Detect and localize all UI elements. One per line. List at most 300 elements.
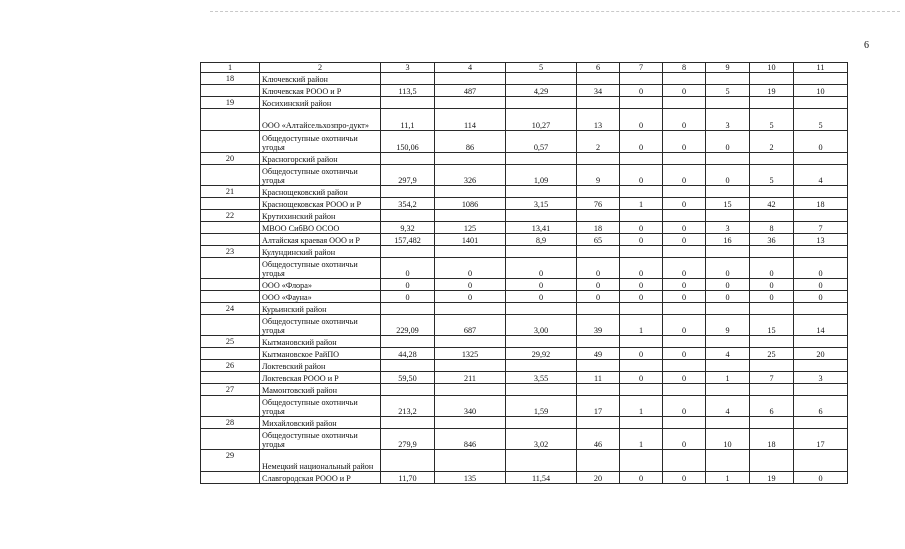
row-number-cell: 29	[201, 450, 260, 472]
organization-name-cell: Краснощековский район	[260, 186, 381, 198]
value-cell	[794, 417, 848, 429]
value-cell: 13	[577, 109, 620, 131]
value-cell	[750, 246, 794, 258]
value-cell: 0	[750, 279, 794, 291]
value-cell: 16	[706, 234, 750, 246]
value-cell: 135	[435, 472, 506, 484]
value-cell	[706, 450, 750, 472]
column-header: 3	[381, 63, 435, 73]
organization-name-cell: Кытмановское РайПО	[260, 348, 381, 360]
value-cell: 10	[794, 85, 848, 97]
column-header: 11	[794, 63, 848, 73]
value-cell	[750, 384, 794, 396]
value-cell: 340	[435, 396, 506, 417]
table-row	[201, 315, 848, 336]
value-cell: 1	[620, 315, 663, 336]
organization-name-cell: Славгородская РООО и Р	[260, 472, 381, 484]
value-cell: 0	[620, 131, 663, 153]
value-cell	[620, 384, 663, 396]
page-number: 6	[864, 40, 869, 51]
value-cell: 0	[620, 348, 663, 360]
value-cell: 34	[577, 85, 620, 97]
table-row	[201, 291, 848, 303]
value-cell: 0	[794, 131, 848, 153]
value-cell: 229,09	[381, 315, 435, 336]
organization-name-cell: ООО «Алтайсельхозпро-дукт»	[260, 109, 381, 131]
row-number-cell	[201, 165, 260, 186]
row-number-cell	[201, 279, 260, 291]
value-cell: 0	[506, 279, 577, 291]
value-cell: 17	[794, 429, 848, 450]
value-cell: 10	[706, 429, 750, 450]
value-cell	[750, 417, 794, 429]
value-cell: 11,54	[506, 472, 577, 484]
table-row	[201, 109, 848, 131]
value-cell: 0	[435, 291, 506, 303]
value-cell: 1086	[435, 198, 506, 210]
value-cell	[577, 360, 620, 372]
value-cell	[381, 73, 435, 85]
table-row	[201, 450, 848, 472]
table-row	[201, 417, 848, 429]
organization-name-cell: Михайловский район	[260, 417, 381, 429]
value-cell: 11,1	[381, 109, 435, 131]
value-cell	[435, 186, 506, 198]
value-cell	[620, 360, 663, 372]
value-cell	[706, 336, 750, 348]
value-cell	[750, 97, 794, 109]
value-cell	[381, 186, 435, 198]
value-cell: 0	[794, 472, 848, 484]
row-number-cell: 18	[201, 73, 260, 85]
value-cell: 3,02	[506, 429, 577, 450]
value-cell: 2	[577, 131, 620, 153]
value-cell	[381, 97, 435, 109]
row-number-cell	[201, 109, 260, 131]
table-row	[201, 384, 848, 396]
table-body	[201, 63, 848, 484]
row-number-cell: 20	[201, 153, 260, 165]
value-cell	[663, 360, 706, 372]
row-number-cell: 21	[201, 186, 260, 198]
value-cell	[506, 303, 577, 315]
value-cell	[706, 153, 750, 165]
value-cell: 0	[663, 472, 706, 484]
value-cell: 0	[381, 291, 435, 303]
value-cell	[620, 450, 663, 472]
value-cell	[706, 303, 750, 315]
value-cell	[577, 336, 620, 348]
organization-name-cell: Курьинский район	[260, 303, 381, 315]
value-cell: 18	[577, 222, 620, 234]
value-cell: 0	[435, 279, 506, 291]
value-cell: 19	[750, 85, 794, 97]
row-number-cell: 28	[201, 417, 260, 429]
value-cell	[620, 336, 663, 348]
value-cell: 0	[435, 258, 506, 279]
table-row	[201, 153, 848, 165]
value-cell	[750, 186, 794, 198]
column-header: 5	[506, 63, 577, 73]
value-cell: 113,5	[381, 85, 435, 97]
value-cell	[794, 246, 848, 258]
value-cell: 20	[794, 348, 848, 360]
value-cell: 1	[620, 429, 663, 450]
value-cell	[577, 210, 620, 222]
value-cell: 25	[750, 348, 794, 360]
value-cell: 18	[750, 429, 794, 450]
value-cell: 7	[794, 222, 848, 234]
value-cell	[435, 417, 506, 429]
value-cell	[706, 360, 750, 372]
value-cell: 3,00	[506, 315, 577, 336]
value-cell: 3,15	[506, 198, 577, 210]
organization-name-cell: Кытмановский район	[260, 336, 381, 348]
value-cell: 17	[577, 396, 620, 417]
value-cell	[381, 336, 435, 348]
row-number-cell	[201, 291, 260, 303]
value-cell	[620, 417, 663, 429]
value-cell: 1,59	[506, 396, 577, 417]
organization-name-cell: Крутихинский район	[260, 210, 381, 222]
value-cell: 1	[706, 372, 750, 384]
value-cell: 18	[794, 198, 848, 210]
value-cell	[706, 246, 750, 258]
value-cell: 5	[794, 109, 848, 131]
value-cell: 13,41	[506, 222, 577, 234]
value-cell	[577, 417, 620, 429]
organization-name-cell: Мамонтовский район	[260, 384, 381, 396]
value-cell: 0	[620, 234, 663, 246]
value-cell	[506, 450, 577, 472]
value-cell	[435, 246, 506, 258]
organization-name-cell: Общедоступные охотничьи угодья	[260, 429, 381, 450]
value-cell: 0	[794, 291, 848, 303]
value-cell	[381, 210, 435, 222]
value-cell: 20	[577, 472, 620, 484]
value-cell	[435, 336, 506, 348]
value-cell: 0	[577, 258, 620, 279]
value-cell: 15	[706, 198, 750, 210]
organization-name-cell: Алтайская краевая ООО и Р	[260, 234, 381, 246]
value-cell: 0	[750, 258, 794, 279]
value-cell: 0	[620, 279, 663, 291]
value-cell: 9,32	[381, 222, 435, 234]
value-cell: 0	[381, 279, 435, 291]
value-cell	[577, 186, 620, 198]
value-cell: 0	[663, 198, 706, 210]
value-cell	[794, 210, 848, 222]
table-row	[201, 348, 848, 360]
value-cell: 279,9	[381, 429, 435, 450]
value-cell: 326	[435, 165, 506, 186]
table-row	[201, 85, 848, 97]
row-number-cell: 22	[201, 210, 260, 222]
organization-name-cell: Краснощековская РООО и Р	[260, 198, 381, 210]
value-cell	[706, 384, 750, 396]
value-cell: 0	[577, 291, 620, 303]
value-cell	[577, 73, 620, 85]
value-cell: 1401	[435, 234, 506, 246]
value-cell	[620, 303, 663, 315]
table-row	[201, 336, 848, 348]
value-cell: 0	[663, 291, 706, 303]
value-cell: 0	[663, 258, 706, 279]
value-cell: 44,28	[381, 348, 435, 360]
value-cell	[506, 153, 577, 165]
value-cell: 0	[663, 315, 706, 336]
hunting-grounds-table	[200, 62, 848, 484]
value-cell: 59,50	[381, 372, 435, 384]
value-cell: 65	[577, 234, 620, 246]
value-cell: 0	[706, 165, 750, 186]
value-cell	[663, 210, 706, 222]
value-cell	[663, 417, 706, 429]
value-cell	[750, 210, 794, 222]
value-cell: 29,92	[506, 348, 577, 360]
column-header: 1	[201, 63, 260, 73]
value-cell: 49	[577, 348, 620, 360]
value-cell	[506, 97, 577, 109]
row-number-cell	[201, 222, 260, 234]
value-cell: 1,09	[506, 165, 577, 186]
value-cell	[663, 186, 706, 198]
row-number-cell	[201, 131, 260, 153]
value-cell	[506, 210, 577, 222]
value-cell	[381, 303, 435, 315]
value-cell: 4	[706, 396, 750, 417]
column-header: 6	[577, 63, 620, 73]
value-cell: 0	[663, 396, 706, 417]
table-row	[201, 73, 848, 85]
value-cell: 0	[620, 85, 663, 97]
row-number-cell	[201, 372, 260, 384]
value-cell: 354,2	[381, 198, 435, 210]
value-cell: 0	[506, 291, 577, 303]
organization-name-cell: Кулундинский район	[260, 246, 381, 258]
value-cell	[794, 384, 848, 396]
value-cell	[620, 97, 663, 109]
value-cell	[435, 360, 506, 372]
value-cell: 3	[706, 109, 750, 131]
value-cell: 8	[750, 222, 794, 234]
value-cell: 3,55	[506, 372, 577, 384]
organization-name-cell: Общедоступные охотничьи угодья	[260, 396, 381, 417]
value-cell	[381, 246, 435, 258]
column-header: 2	[260, 63, 381, 73]
table-row	[201, 360, 848, 372]
row-number-cell	[201, 258, 260, 279]
value-cell: 11	[577, 372, 620, 384]
organization-name-cell: Ключевский район	[260, 73, 381, 85]
value-cell: 0	[706, 131, 750, 153]
value-cell: 0	[663, 348, 706, 360]
value-cell: 0	[794, 279, 848, 291]
value-cell: 125	[435, 222, 506, 234]
value-cell	[706, 186, 750, 198]
value-cell: 1	[620, 396, 663, 417]
value-cell: 0,57	[506, 131, 577, 153]
value-cell: 9	[577, 165, 620, 186]
value-cell: 114	[435, 109, 506, 131]
value-cell: 4,29	[506, 85, 577, 97]
value-cell	[663, 303, 706, 315]
value-cell: 86	[435, 131, 506, 153]
value-cell	[577, 246, 620, 258]
row-number-cell	[201, 348, 260, 360]
table-row	[201, 303, 848, 315]
value-cell	[706, 210, 750, 222]
value-cell	[663, 384, 706, 396]
value-cell	[794, 303, 848, 315]
value-cell	[663, 450, 706, 472]
table-row	[201, 246, 848, 258]
value-cell: 3	[794, 372, 848, 384]
value-cell: 5	[750, 165, 794, 186]
value-cell	[620, 186, 663, 198]
value-cell: 0	[663, 234, 706, 246]
organization-name-cell: Ключевская РООО и Р	[260, 85, 381, 97]
organization-name-cell: Общедоступные охотничьи угодья	[260, 315, 381, 336]
value-cell: 14	[794, 315, 848, 336]
table-row	[201, 131, 848, 153]
column-header: 10	[750, 63, 794, 73]
value-cell: 487	[435, 85, 506, 97]
table-row	[201, 372, 848, 384]
organization-name-cell: Немецкий национальный район	[260, 450, 381, 472]
value-cell	[435, 210, 506, 222]
table-row	[201, 97, 848, 109]
organization-name-cell: Косихинский район	[260, 97, 381, 109]
value-cell: 11,70	[381, 472, 435, 484]
value-cell	[577, 384, 620, 396]
value-cell	[663, 336, 706, 348]
value-cell: 5	[750, 109, 794, 131]
table-row	[201, 186, 848, 198]
table-row	[201, 165, 848, 186]
value-cell	[435, 303, 506, 315]
organization-name-cell: Локтевский район	[260, 360, 381, 372]
value-cell	[381, 360, 435, 372]
value-cell: 1	[706, 472, 750, 484]
row-number-cell	[201, 472, 260, 484]
column-header: 9	[706, 63, 750, 73]
value-cell	[750, 450, 794, 472]
value-cell	[577, 97, 620, 109]
value-cell: 0	[663, 109, 706, 131]
value-cell	[381, 153, 435, 165]
organization-name-cell: Общедоступные охотничьи угодья	[260, 131, 381, 153]
table-row	[201, 222, 848, 234]
value-cell	[506, 417, 577, 429]
value-cell: 2	[750, 131, 794, 153]
value-cell	[435, 153, 506, 165]
row-number-cell: 24	[201, 303, 260, 315]
value-cell	[794, 97, 848, 109]
table-row	[201, 234, 848, 246]
organization-name-cell: Общедоступные охотничьи угодья	[260, 258, 381, 279]
row-number-cell	[201, 315, 260, 336]
row-number-cell	[201, 198, 260, 210]
value-cell: 0	[663, 165, 706, 186]
value-cell: 8,9	[506, 234, 577, 246]
value-cell	[663, 153, 706, 165]
value-cell: 0	[663, 131, 706, 153]
value-cell	[750, 303, 794, 315]
column-header: 7	[620, 63, 663, 73]
value-cell	[506, 246, 577, 258]
row-number-cell	[201, 234, 260, 246]
value-cell: 0	[663, 372, 706, 384]
row-number-cell: 19	[201, 97, 260, 109]
value-cell	[506, 384, 577, 396]
value-cell: 0	[620, 291, 663, 303]
value-cell	[750, 73, 794, 85]
value-cell: 6	[750, 396, 794, 417]
column-header: 4	[435, 63, 506, 73]
value-cell	[750, 336, 794, 348]
row-number-cell	[201, 429, 260, 450]
value-cell: 846	[435, 429, 506, 450]
table-row	[201, 198, 848, 210]
value-cell: 0	[620, 165, 663, 186]
value-cell	[794, 450, 848, 472]
table-row	[201, 210, 848, 222]
organization-name-cell: Красногорский район	[260, 153, 381, 165]
row-number-cell: 23	[201, 246, 260, 258]
value-cell	[506, 73, 577, 85]
value-cell	[506, 360, 577, 372]
value-cell: 213,2	[381, 396, 435, 417]
value-cell	[435, 97, 506, 109]
value-cell	[794, 360, 848, 372]
value-cell	[435, 384, 506, 396]
value-cell: 76	[577, 198, 620, 210]
value-cell: 3	[706, 222, 750, 234]
header-row	[201, 63, 848, 73]
column-header: 8	[663, 63, 706, 73]
value-cell: 211	[435, 372, 506, 384]
table-row	[201, 396, 848, 417]
value-cell: 0	[706, 258, 750, 279]
value-cell	[706, 97, 750, 109]
value-cell: 0	[750, 291, 794, 303]
value-cell: 1325	[435, 348, 506, 360]
value-cell	[620, 246, 663, 258]
value-cell	[620, 153, 663, 165]
value-cell: 0	[620, 109, 663, 131]
table-row	[201, 279, 848, 291]
value-cell: 13	[794, 234, 848, 246]
value-cell: 0	[706, 279, 750, 291]
value-cell	[663, 246, 706, 258]
value-cell: 0	[620, 372, 663, 384]
value-cell	[794, 73, 848, 85]
value-cell: 5	[706, 85, 750, 97]
value-cell	[706, 73, 750, 85]
organization-name-cell: ООО «Флора»	[260, 279, 381, 291]
value-cell	[706, 417, 750, 429]
row-number-cell: 25	[201, 336, 260, 348]
value-cell: 687	[435, 315, 506, 336]
value-cell	[577, 153, 620, 165]
value-cell: 0	[663, 429, 706, 450]
value-cell	[381, 450, 435, 472]
value-cell: 0	[620, 258, 663, 279]
value-cell: 0	[663, 222, 706, 234]
row-number-cell: 26	[201, 360, 260, 372]
value-cell	[381, 384, 435, 396]
